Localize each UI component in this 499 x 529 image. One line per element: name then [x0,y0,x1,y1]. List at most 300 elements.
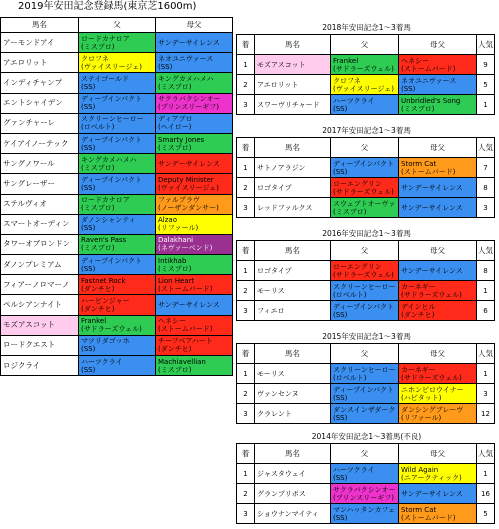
sire-cell-line: スクリーンヒーロー [333,365,396,374]
horse-name: グランプリボス [255,484,331,504]
results-table [236,22,495,115]
dam-sire-cell-line: Smarty Jones [158,135,205,144]
table-row [1,356,233,376]
horse-name: ペルシアンナイト [1,295,79,315]
sire-cell-line: (ヴァイスリージェ) [333,84,395,93]
sire-cell-line: ディープインパクト [81,95,142,104]
sire-cell [331,281,399,301]
sire-cell [331,364,399,384]
horse-name: タワーオブロンドン [1,234,79,254]
sire-cell-line: (ミスプロ) [81,42,115,51]
sire-cell [331,404,399,424]
column-header: 父 [331,241,399,261]
table-caption: 2015年安田記念1～3着馬 [322,332,411,341]
dam-sire-cell [156,315,233,335]
popularity: 1 [477,464,495,484]
column-header: 馬名 [255,35,331,55]
dam-sire-cell-line: サンデーサイレンス [401,266,463,275]
horse-name: ヴァンセンヌ [255,384,331,404]
sire-cell [79,174,156,194]
dam-sire-cell-line: カーネギー [401,365,436,374]
column-header: 人気 [477,344,495,364]
sire-cell-line: スクリーンヒーロー [81,115,144,124]
popularity: 8 [477,178,495,198]
dam-sire-cell-line: Wild Again [401,465,439,474]
popularity: 7 [477,158,495,178]
dam-sire-cell [156,133,233,153]
horse-name: モズアスコット [1,315,79,335]
table-row [1,113,233,133]
column-header: 母父 [399,344,477,364]
dam-sire-cell-line: サンデーサイレンス [158,159,220,168]
dam-sire-cell-line: (SS) [401,84,416,93]
dam-sire-cell-line: (ミスプロ) [158,365,192,374]
dam-sire-cell-line: Unbridled's Song [401,96,461,105]
column-header: 人気 [477,241,495,261]
table-row [237,301,495,321]
results-table [236,331,495,424]
column-header: 父 [331,344,399,364]
dam-sire-cell-line: Deputy Minister [158,175,214,184]
column-header: 馬名 [255,344,331,364]
table-row [237,464,495,484]
results-table [236,125,495,218]
table-row [237,75,495,95]
sire-cell-line: マツリダゴッホ [81,337,130,346]
sire-cell-line: (SS) [333,413,348,422]
column-header: 母父 [399,444,477,464]
column-header: 父 [331,35,399,55]
sire-cell-line: ディープインパクト [333,159,394,168]
dam-sire-cell [156,73,233,93]
dam-sire-cell [156,234,233,254]
table-row [1,234,233,254]
dam-sire-cell [156,154,233,174]
sire-cell [79,275,156,295]
sire-cell [79,356,156,376]
dam-sire-cell-line: (プリンスリーギフ) [158,103,219,112]
dam-sire-cell [399,281,477,301]
dam-sire-cell [156,53,233,73]
table-row [237,504,495,524]
sire-cell-line: (サドラーズウェル) [333,187,394,196]
sire-cell [331,178,399,198]
sire-cell [331,484,399,504]
table-row [237,55,495,75]
finish-rank: 3 [237,198,255,218]
sire-cell-line: (ロベルト) [81,123,115,132]
sire-cell-line: ディープインパクト [81,175,142,184]
sire-cell-line: スクリーンヒーロー [333,282,396,291]
dam-sire-cell [399,464,477,484]
table-row [237,281,495,301]
table-caption: 2016年安田記念1～3着馬 [322,229,411,238]
dam-sire-cell [399,404,477,424]
dam-sire-cell [399,95,477,115]
finish-rank: 1 [237,464,255,484]
horse-name: ロジクライ [1,356,79,376]
dam-sire-cell-line: Storm Cat [401,159,437,168]
sire-cell [331,504,399,524]
dam-sire-cell [399,198,477,218]
dam-sire-cell-line: チーフベアハート [158,337,213,346]
dam-sire-cell-line: ダンシングブレーヴ [401,405,464,414]
horse-name: ダノンプレミアム [1,255,79,275]
dam-sire-cell [156,194,233,214]
sire-cell [331,301,399,321]
table-row [1,174,233,194]
sire-cell-line: ディープインパクト [81,135,142,144]
column-header: 母父 [399,241,477,261]
horse-name: アーモンドアイ [1,33,79,53]
column-header: 着 [237,35,255,55]
finish-rank: 1 [237,55,255,75]
sire-cell-line: ダノンシャンティ [81,216,136,225]
dam-sire-cell-line: (ミスプロ) [401,104,435,113]
table-row [237,364,495,384]
table-row [1,53,233,73]
sire-cell-line: (プリンスリーギフ) [333,493,394,502]
sire-cell-line: (SS) [81,345,96,354]
finish-rank: 3 [237,301,255,321]
table-row [1,295,233,315]
dam-sire-cell-line: デインヒル [401,302,436,311]
dam-sire-cell [399,504,477,524]
table-row [237,158,495,178]
sire-cell-line: ダンスインザダーク [333,405,396,414]
table-row [1,93,233,113]
results-table [236,431,495,524]
dam-sire-cell-line: サンデーサイレンス [401,183,463,192]
column-header: 人気 [477,138,495,158]
dam-sire-cell [156,295,233,315]
dam-sire-cell-line: (サドラーズウェル) [401,290,462,299]
dam-sire-cell-line: Machiavellian [158,357,206,366]
popularity: 9 [477,55,495,75]
sire-cell-line: (SS) [333,310,348,319]
sire-cell-line: ハーツクライ [81,357,123,366]
dam-sire-cell-line: ニホンピロウイナー [401,385,464,394]
sire-cell-line: ディープインパクト [333,302,394,311]
table-caption: 2014年安田記念1～3着馬(不良) [311,432,422,441]
sire-cell-line: (SS) [81,264,96,273]
dam-sire-cell [399,75,477,95]
table-row [1,133,233,153]
popularity: 1 [477,281,495,301]
dam-sire-cell-line: (ダンチヒ) [401,310,435,319]
dam-sire-cell-line: (ミスプロ) [158,82,192,91]
popularity: 3 [477,198,495,218]
horse-name: サングレーザー [1,174,79,194]
column-header: 着 [237,344,255,364]
table-row [1,194,233,214]
sire-cell [79,315,156,335]
sire-cell-line: ハービンジャー [81,297,130,306]
sire-cell [79,295,156,315]
dam-sire-cell [156,214,233,234]
dam-sire-cell-line: (サドラーズウェル) [401,373,462,382]
horse-name: ショウナンマイティ [255,504,331,524]
finish-rank: 2 [237,484,255,504]
sire-cell-line: (SS) [333,104,348,113]
horse-name: エントシャイデン [1,93,79,113]
finish-rank: 2 [237,281,255,301]
sire-cell-line: Fastnet Rock [81,276,126,285]
sire-cell [331,158,399,178]
sire-cell-line: サクラバクシンオー [333,485,396,494]
dam-sire-cell-line: (ストームバード) [158,284,213,293]
dam-sire-cell [156,93,233,113]
horse-name: サングノワール [1,154,79,174]
popularity: 8 [477,261,495,281]
dam-sire-cell-line: (ストームバード) [158,325,213,334]
finish-rank: 3 [237,504,255,524]
finish-rank: 2 [237,75,255,95]
sire-cell-line: クロフネ [333,76,361,85]
sire-cell [79,214,156,234]
dam-sire-cell [156,356,233,376]
finish-rank: 3 [237,95,255,115]
dam-sire-cell-line: Lion Heart [158,276,195,285]
sire-cell-line: Frankel [81,317,107,326]
table-row [1,335,233,355]
sire-cell [331,464,399,484]
sire-cell-line: (ミスプロ) [81,204,115,213]
sire-cell-line: ロードカナロア [81,196,130,205]
popularity: 5 [477,75,495,95]
column-header: 母父 [399,35,477,55]
sire-cell-line: ローエングリン [333,262,382,271]
dam-sire-cell-line: ネオユニヴァース [401,76,457,85]
dam-sire-cell [399,55,477,75]
sire-cell [79,93,156,113]
dam-sire-cell-line: (SS) [158,62,173,71]
horse-name: アエロリット [255,75,331,95]
dam-sire-cell-line: カーネギー [401,282,436,291]
dam-sire-cell [399,484,477,504]
horse-name: アエロリット [1,53,79,73]
sire-cell-line: ディープインパクト [333,385,394,394]
table-row [1,33,233,53]
dam-sire-cell-line: サクラバクシンオー [158,95,221,104]
sire-cell [79,335,156,355]
dam-sire-cell-line: Dalakhani [158,236,194,245]
dam-sire-cell-line: Storm Cat [401,505,437,514]
sire-cell-line: (サドラーズウェル) [333,64,394,73]
sire-cell-line: (ミスプロ) [333,207,367,216]
finish-rank: 1 [237,158,255,178]
sire-cell [79,234,156,254]
sire-cell-line: ハーツクライ [333,96,375,105]
finish-rank: 2 [237,384,255,404]
dam-sire-cell-line: (ハビタット) [401,393,442,402]
column-header: 父 [331,138,399,158]
sire-cell-line: (ヴァイスリージェ) [81,62,143,71]
sire-cell-line: (SS) [81,365,96,374]
dam-sire-cell-line: サンデーサイレンス [401,203,463,212]
dam-sire-cell [156,33,233,53]
sire-cell-line: (サドラーズウェル) [333,270,394,279]
popularity: 12 [477,404,495,424]
sire-cell [331,384,399,404]
horse-name: クラレント [255,404,331,424]
column-header: 母父 [156,18,233,33]
sire-cell-line: (ミスプロ) [81,244,115,253]
sire-cell-line: ディープインパクト [81,256,142,265]
sire-cell-line: (SS) [333,167,348,176]
dam-sire-cell-line: (ノーザンダンサー) [158,204,219,213]
dam-sire-cell-line: (ストームバード) [401,64,456,73]
dam-sire-cell-line: ヘネシー [158,317,186,326]
dam-sire-cell-line: (ミスプロ) [158,264,192,273]
dam-sire-cell-line: サンデーサイレンス [158,301,220,310]
table-row [237,198,495,218]
sire-cell [331,75,399,95]
horse-name: レッドファルクス [255,198,331,218]
horse-name: モーリス [255,281,331,301]
dam-sire-cell [156,113,233,133]
sire-cell [331,198,399,218]
sire-cell-line: Raven's Pass [81,236,127,245]
dam-sire-cell-line: ヘネシー [401,56,429,65]
sire-cell-line: (SS) [81,224,96,233]
sire-cell-line: (SS) [81,103,96,112]
sire-cell-line: (ロベルト) [333,373,367,382]
sire-cell [79,255,156,275]
dam-sire-cell-line: Intikhab [158,256,187,265]
dam-sire-cell [399,364,477,384]
table-row [237,384,495,404]
dam-sire-cell-line: (ミスプロ) [158,143,192,152]
dam-sire-cell-line: ファルブラヴ [158,196,200,205]
horse-name: インディチャンプ [1,73,79,93]
sire-cell-line: (ロベルト) [333,290,367,299]
sire-cell [331,55,399,75]
dam-sire-cell-line: (ダンチヒ) [158,345,192,354]
popularity: 5 [477,504,495,524]
dam-sire-cell [399,158,477,178]
dam-sire-cell [399,384,477,404]
sire-cell-line: スウェプトオーヴァ [333,199,396,208]
dam-sire-cell [156,174,233,194]
sire-cell-line: (SS) [333,393,348,402]
table-row [237,95,495,115]
dam-sire-cell [156,335,233,355]
sire-cell [79,194,156,214]
horse-name: グァンチャーレ [1,113,79,133]
dam-sire-cell-line: キングカメハメハ [158,74,214,83]
horse-name: フィエロ [255,301,331,321]
column-header: 着 [237,241,255,261]
horse-name: スワーヴリチャード [255,95,331,115]
sire-cell-line: (SS) [81,183,96,192]
dam-sire-cell [399,261,477,281]
popularity: 3 [477,384,495,404]
sire-cell [331,261,399,281]
sire-cell-line: (SS) [81,143,96,152]
sire-cell-line: (ミスプロ) [81,163,115,172]
finish-rank: 1 [237,261,255,281]
table-row [1,315,233,335]
column-header: 人気 [477,444,495,464]
dam-sire-cell-line: (ストームバード) [401,513,456,522]
sire-cell [331,95,399,115]
dam-sire-cell [156,255,233,275]
dam-sire-cell-line: (リファール) [401,413,442,422]
sire-cell-line: ローエングリン [333,179,382,188]
sire-cell-line: (SS) [333,473,348,482]
horse-name: ジャスタウェイ [255,464,331,484]
finish-rank: 1 [237,364,255,384]
table-row [237,261,495,281]
sire-cell [79,73,156,93]
dam-sire-cell-line: (ストームバード) [401,167,456,176]
sire-cell [79,113,156,133]
popularity: 1 [477,364,495,384]
dam-sire-cell-line: サンデーサイレンス [401,489,463,498]
dam-sire-cell-line: サンデーサイレンス [158,38,220,47]
table-row [237,404,495,424]
column-header: 馬名 [255,241,331,261]
sire-cell-line: (SS) [333,513,348,522]
horse-name: ケイアイノーテック [1,133,79,153]
dam-sire-cell [156,275,233,295]
sire-cell-line: (ダンチヒ) [81,305,115,314]
column-header: 馬名 [1,18,79,33]
finish-rank: 3 [237,404,255,424]
table-row [237,178,495,198]
column-header: 父 [79,18,156,33]
sire-cell-line: Frankel [333,56,359,65]
dam-sire-cell-line: ネオユニヴァース [158,54,214,63]
horse-name: フィアーノロマーノ [1,275,79,295]
table-caption: 2017年安田記念1～3着馬 [322,126,411,135]
sire-cell-line: (ダンチヒ) [81,284,115,293]
table-caption: 2018年安田記念1～3着馬 [322,23,411,32]
horse-name: モズアスコット [255,55,331,75]
column-header: 馬名 [255,138,331,158]
column-header: 父 [331,444,399,464]
sire-cell [79,154,156,174]
dam-sire-cell [399,301,477,321]
sire-cell [79,53,156,73]
horse-name: サトノアラジン [255,158,331,178]
table-row [1,154,233,174]
column-header: 人気 [477,35,495,55]
column-header: 母父 [399,138,477,158]
dam-sire-cell-line: (ネヴァーベンド) [158,244,213,253]
sire-cell-line: (SS) [81,82,96,91]
sire-cell [79,33,156,53]
column-header: 着 [237,138,255,158]
column-header: 馬名 [255,444,331,464]
page-title: 2019年安田記念登録馬(東京芝1600m) [18,1,197,12]
popularity: 6 [477,301,495,321]
dam-sire-cell-line: (ヴァイスリージェ) [158,183,220,192]
horse-name: ロードクエスト [1,335,79,355]
horse-name: ロゴタイプ [255,178,331,198]
dam-sire-cell-line: Alzao [158,216,177,225]
horse-name: ロゴタイプ [255,261,331,281]
sire-cell-line: キングカメハメハ [81,155,137,164]
popularity: 16 [477,484,495,504]
dam-sire-cell-line: ディアブロ [158,115,193,124]
popularity: 1 [477,95,495,115]
sire-cell-line: マンハッタンカフェ [333,505,396,514]
sire-cell-line: クロフネ [81,54,109,63]
table-row [1,275,233,295]
horse-name: ステルヴィオ [1,194,79,214]
